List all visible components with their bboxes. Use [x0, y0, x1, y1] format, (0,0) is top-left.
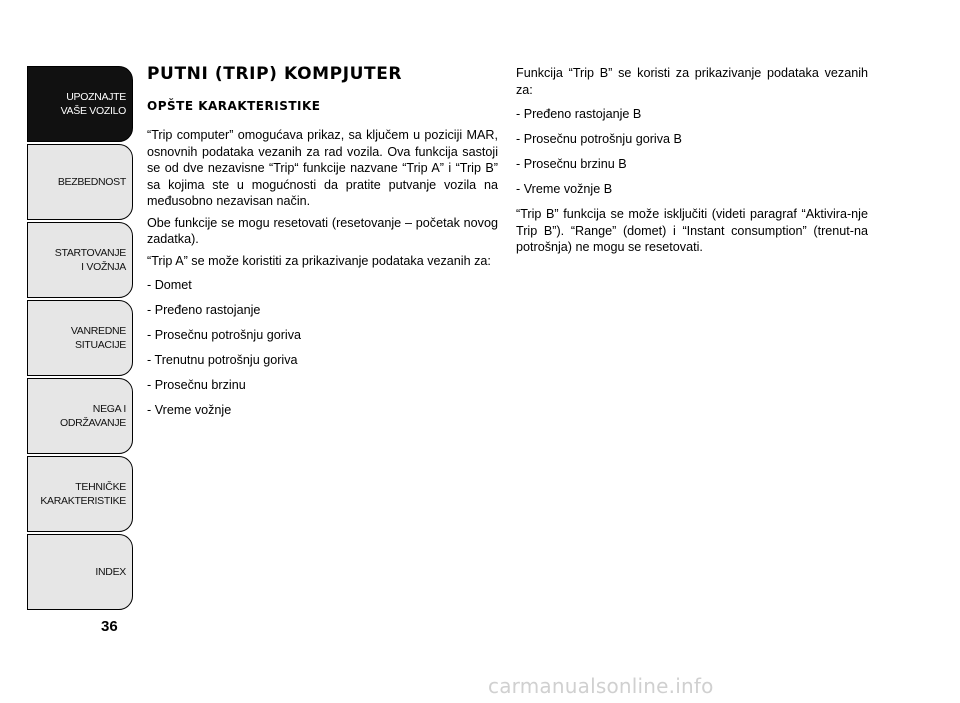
tab-startovanje-i-voznja[interactable]: STARTOVANJE I VOŽNJA [27, 222, 133, 298]
tab-upoznajte-vase-vozilo[interactable]: UPOZNAJTE VAŠE VOZILO [27, 66, 133, 142]
section-title: PUTNI (TRIP) KOMPJUTER [147, 64, 403, 84]
paragraph: “Trip A” se može koristiti za prikazivanje podataka vezanih za: [147, 253, 491, 268]
right-column [516, 65, 868, 261]
list-item: - Pređeno rastojanje B [516, 107, 642, 121]
list-item: - Prosečnu brzinu [147, 378, 246, 392]
tab-bezbednost[interactable]: BEZBEDNOST [27, 144, 133, 220]
list-item: - Vreme vožnje B [516, 182, 613, 196]
list-item: - Prosečnu brzinu B [516, 157, 627, 171]
tab-vanredne-situacije[interactable]: VANREDNE SITUACIJE [27, 300, 133, 376]
list-item: - Prosečnu potrošnju goriva B [516, 132, 682, 146]
paragraph: Funkcija “Trip B” se koristi za prikazivanje podataka vezanih za: [516, 66, 868, 97]
watermark: carmanualsonline.info [488, 674, 714, 698]
list-item: - Trenutnu potrošnju goriva [147, 353, 298, 367]
list-item: - Domet [147, 278, 192, 292]
list-item: - Prosečnu potrošnju goriva [147, 328, 302, 342]
tab-nega-i-odrzavanje[interactable]: NEGA I ODRŽAVANJE [27, 378, 133, 454]
tab-tehnicke-karakteristike[interactable]: TEHNIČKE KARAKTERISTIKE [27, 456, 133, 532]
list-item: - Pređeno rastojanje [147, 303, 261, 317]
page-number: 36 [101, 618, 118, 635]
section-subtitle: OPŠTE KARAKTERISTIKE [147, 99, 321, 113]
list-item: - Vreme vožnje [147, 403, 232, 417]
paragraph: Obe funkcije se mogu resetovati (resetovanje – početak novog zadatka). [147, 215, 498, 246]
tab-index[interactable]: INDEX [27, 534, 133, 610]
left-column [147, 63, 498, 427]
paragraph: “Trip computer” omogućava prikaz, sa ključem u poziciji MAR, osnovnih podataka vezanih za rad vozila. Ova funkcija sastoji se od dve nezavisne “Trip“ funkcije nazvane “Trip A” i “Trip B” sa kojima ste u mogućnosti da pratite putvanje vozila na međusobno nezavisan način. [147, 128, 498, 208]
paragraph: “Trip B” funkcija se može isključiti (videti paragraf “Aktivira-nje Trip B”). “Range” (domet) i “Instant consumption” (trenut-na potrošnja) ne mogu se resetovati. [516, 207, 868, 254]
